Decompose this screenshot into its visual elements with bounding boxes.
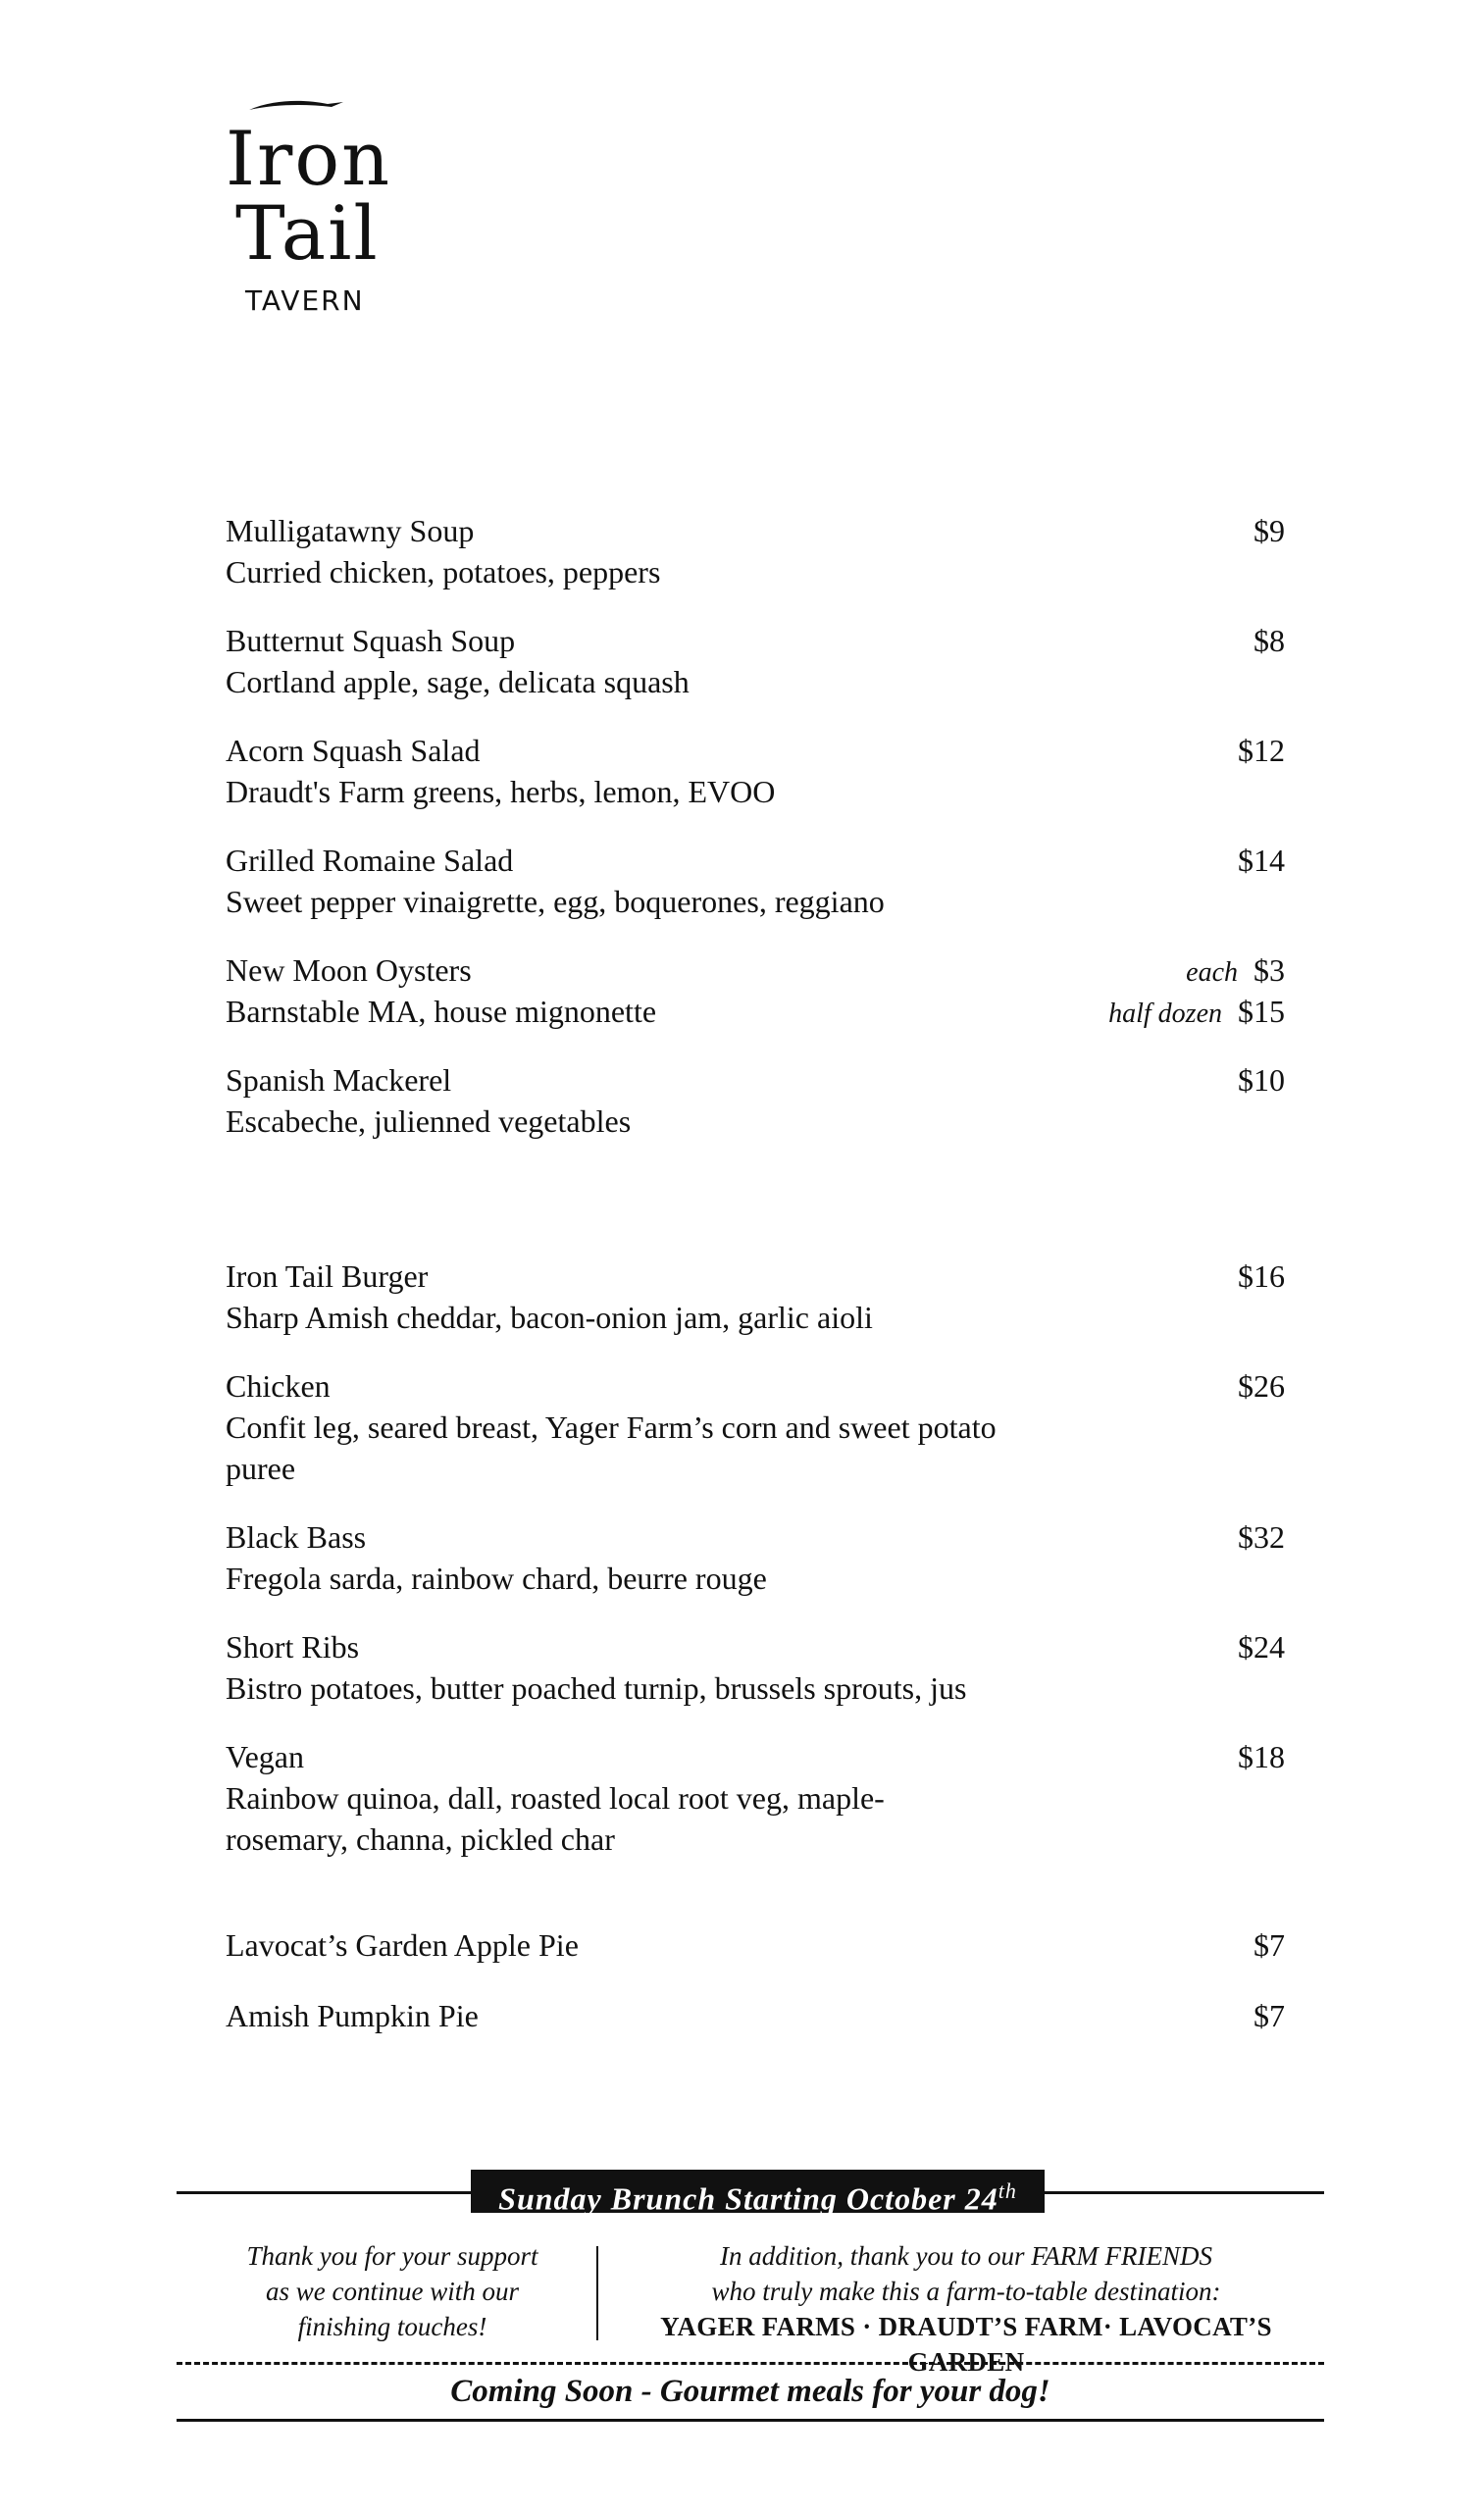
item-description: Sweet pepper vinaigrette, egg, boquerones, reggiano <box>226 884 885 919</box>
menu-item <box>226 949 1285 1032</box>
price-qualifier: each <box>1186 957 1238 988</box>
menu-item <box>226 840 1285 922</box>
item-description: Barnstable MA, house mignonette <box>226 994 657 1029</box>
menu-item <box>226 1059 1285 1142</box>
item-name: Lavocat’s Garden Apple Pie <box>226 1927 579 1963</box>
item-name: Iron Tail Burger <box>226 1258 429 1294</box>
desserts-section <box>226 1924 1285 2036</box>
item-price: $10 <box>1238 1062 1285 1098</box>
farms-line: who truly make this a farm-to-table destination: <box>711 2277 1221 2306</box>
item-name: Chicken <box>226 1368 331 1404</box>
farm-names: YAGER FARMS · DRAUDT’S FARM· LAVOCAT’S GARDEN <box>660 2312 1272 2377</box>
item-description: Fregola sarda, rainbow chard, beurre rouge <box>226 1561 767 1596</box>
item-name: Amish Pumpkin Pie <box>226 1998 479 2033</box>
footer-dashed-rule <box>177 2362 1324 2365</box>
menu-item <box>226 620 1285 702</box>
item-name: Butternut Squash Soup <box>226 623 516 658</box>
brunch-banner <box>471 2170 1045 2217</box>
price-qualifier: half dozen <box>1108 999 1222 1029</box>
item-price: $9 <box>1254 513 1285 548</box>
item-price: $14 <box>1238 843 1285 878</box>
item-name: Acorn Squash Salad <box>226 733 481 768</box>
item-name: Vegan <box>226 1739 304 1774</box>
item-price: $32 <box>1238 1519 1285 1555</box>
mains-section <box>226 1256 1285 1860</box>
menu-item <box>226 1736 1285 1860</box>
item-name: Grilled Romaine Salad <box>226 843 514 878</box>
item-price: $12 <box>1238 733 1285 768</box>
brunch-text: Sunday Brunch Starting October 24 <box>498 2180 998 2217</box>
menu-item <box>226 1516 1285 1599</box>
menu-item <box>226 1626 1285 1709</box>
item-description: Curried chicken, potatoes, peppers <box>226 554 661 589</box>
item-name: New Moon Oysters <box>226 952 472 988</box>
item-price-each <box>1186 949 1285 994</box>
thanks-note <box>216 2238 569 2344</box>
logo-line-2: Tail <box>235 189 380 277</box>
item-price: $18 <box>1238 1739 1285 1774</box>
logo-subtitle: TAVERN <box>245 284 365 317</box>
footer-divider <box>596 2246 598 2340</box>
item-name: Short Ribs <box>226 1629 360 1665</box>
thanks-line: Thank you for your support <box>246 2241 538 2271</box>
item-price: $7 <box>1254 1927 1285 1963</box>
menu-item <box>226 1365 1285 1489</box>
menu-item <box>226 1995 1285 2036</box>
item-description: Escabeche, julienned vegetables <box>226 1103 632 1139</box>
price-value: $15 <box>1238 994 1285 1029</box>
item-description: Sharp Amish cheddar, bacon-onion jam, garlic aioli <box>226 1300 873 1335</box>
item-price-half-dozen <box>1108 991 1285 1035</box>
item-name: Spanish Mackerel <box>226 1062 452 1098</box>
item-price: $8 <box>1254 623 1285 658</box>
thanks-line: as we continue with our <box>266 2277 519 2306</box>
menu-item <box>226 1924 1285 1966</box>
menu-item <box>226 730 1285 812</box>
item-description: Rainbow quinoa, dall, roasted local root veg, maple-rosemary, channa, pickled char <box>226 1780 885 1857</box>
item-name: Mulligatawny Soup <box>226 513 475 548</box>
item-description: Draudt's Farm greens, herbs, lemon, EVOO <box>226 774 776 809</box>
brunch-suffix: th <box>998 2178 1017 2203</box>
item-price: $16 <box>1238 1258 1285 1294</box>
item-price: $24 <box>1238 1629 1285 1665</box>
coming-soon-note: Coming Soon - Gourmet meals for your dog! <box>450 2374 1050 2409</box>
farm-friends-note <box>628 2238 1305 2380</box>
menu-item <box>226 510 1285 592</box>
menu-item <box>226 1256 1285 1338</box>
item-description: Bistro potatoes, butter poached turnip, brussels sprouts, jus <box>226 1670 967 1706</box>
item-description: Cortland apple, sage, delicata squash <box>226 664 690 699</box>
logo-line-1: Iron <box>226 115 392 202</box>
item-price: $26 <box>1238 1368 1285 1404</box>
thanks-line: finishing touches! <box>297 2312 487 2341</box>
footer-bottom-rule <box>177 2419 1324 2422</box>
item-name: Black Bass <box>226 1519 367 1555</box>
item-description: Confit leg, seared breast, Yager Farm’s corn and sweet potato puree <box>226 1409 997 1486</box>
farms-line: In addition, thank you to our FARM FRIENDS <box>720 2241 1212 2271</box>
item-price: $7 <box>1254 1998 1285 2033</box>
footer <box>177 2148 1324 2423</box>
price-value: $3 <box>1254 952 1285 988</box>
tail-swash-icon <box>247 98 345 114</box>
starters-section <box>226 510 1285 1142</box>
